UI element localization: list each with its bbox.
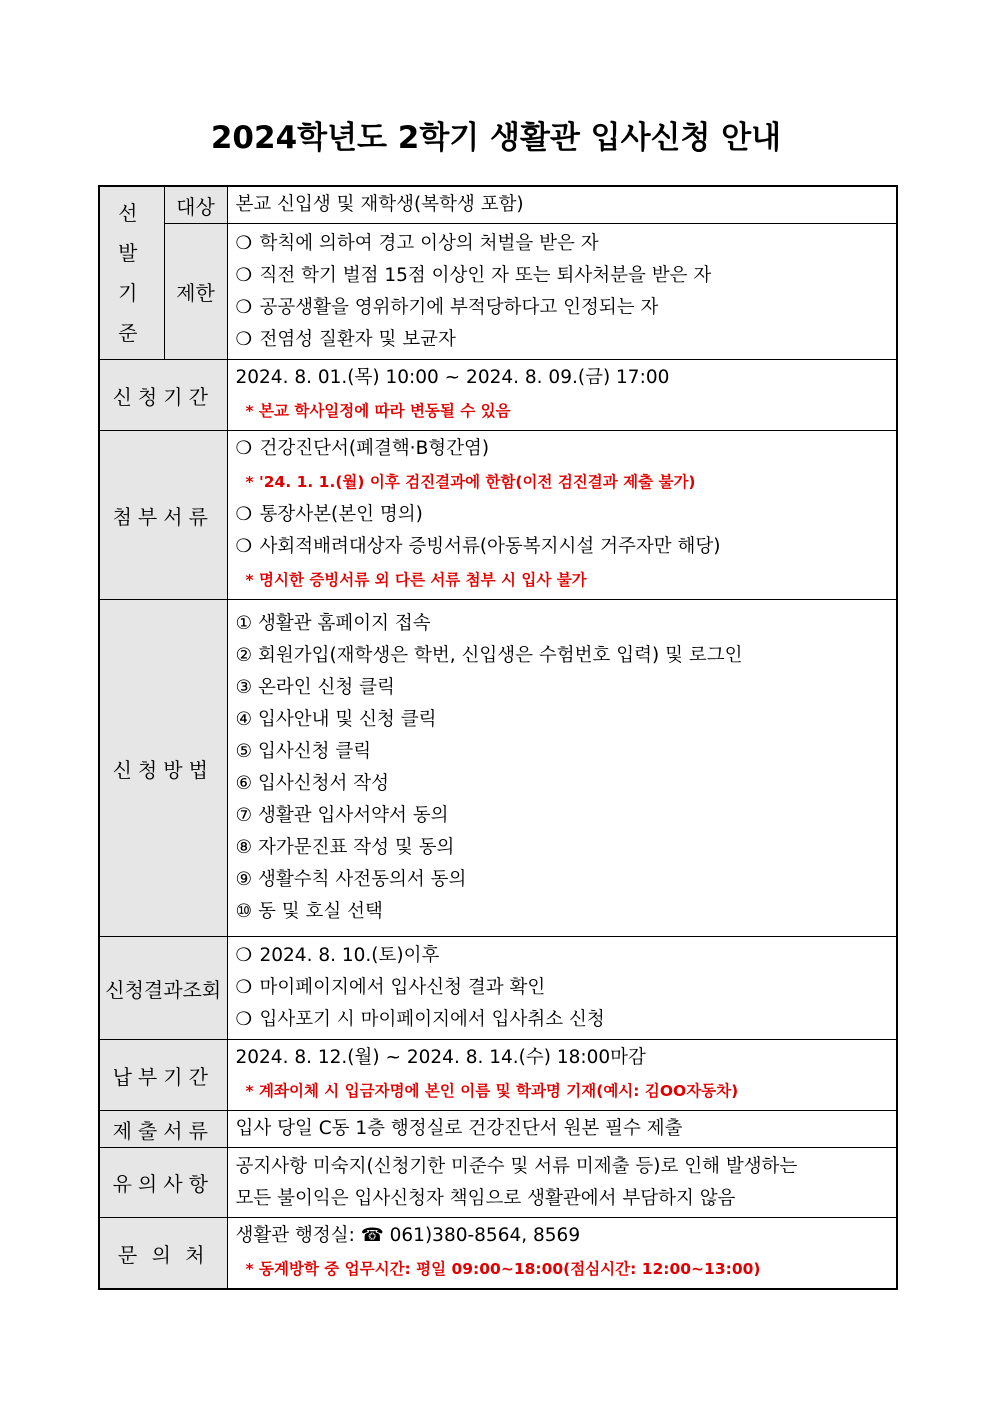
period-note: * 본교 학사일정에 따라 변동될 수 있음 xyxy=(245,402,511,420)
docs-note: * '24. 1. 1.(월) 이후 검진결과에 한함(이전 검진결과 제출 불가) xyxy=(245,473,696,491)
submit-label: 제출서류 xyxy=(99,1111,227,1148)
method-step: ③ 온라인 신청 클릭 xyxy=(235,677,395,698)
caution-value: 공지사항 미숙지(신청기한 미준수 및 서류 미제출 등)로 인해 발생하는 모든 불이익은 입사신청자 책임으로 생활관에서 부담하지 않음 xyxy=(227,1148,897,1218)
restrict-label: 제한 xyxy=(164,224,227,360)
method-step: ⑧ 자가문진표 작성 및 동의 xyxy=(235,837,455,858)
result-label: 신청결과조회 xyxy=(99,937,227,1040)
period-text: 2024. 8. 01.(목) 10:00 ~ 2024. 8. 09.(금) 17:00 xyxy=(235,367,670,388)
method-step: ① 생활관 홈페이지 접속 xyxy=(235,613,431,634)
target-label: 대상 xyxy=(164,186,227,224)
method-step: ⑩ 동 및 호실 선택 xyxy=(235,901,383,922)
result-value: ❍ 2024. 8. 10.(토)이후 ❍ 마이페이지에서 입사신청 결과 확인 ❍ 입사포기 시 마이페이지에서 입사취소 신청 xyxy=(227,937,897,1040)
method-step: ⑥ 입사신청서 작성 xyxy=(235,773,389,794)
list-item: ❍ 직전 학기 벌점 15점 이상인 자 또는 퇴사처분을 받은 자 xyxy=(235,264,712,286)
docs-note: * 명시한 증빙서류 외 다른 서류 첨부 시 입사 불가 xyxy=(245,571,587,589)
list-item: ❍ 전염성 질환자 및 보균자 xyxy=(235,328,456,350)
period-label: 신청기간 xyxy=(99,360,227,431)
payment-note: * 계좌이체 시 입금자명에 본인 이름 및 학과명 기재(예시: 김OO자동차) xyxy=(245,1082,739,1100)
method-steps xyxy=(227,600,897,937)
page-title: 2024학년도 2학기 생활관 입사신청 안내 xyxy=(210,120,782,156)
method-step: ④ 입사안내 및 신청 클릭 xyxy=(235,709,437,730)
list-item: ❍ 공공생활을 영위하기에 부적당하다고 인정되는 자 xyxy=(235,296,659,318)
method-step: ② 회원가입(재학생은 학번, 신입생은 수험번호 입력) 및 로그인 xyxy=(235,645,743,666)
method-step: ⑦ 생활관 입사서약서 동의 xyxy=(235,805,449,826)
caution-label: 유의사항 xyxy=(99,1148,227,1218)
contact-label: 문 의 처 xyxy=(99,1218,227,1290)
contact-value: 생활관 행정실: ☎ 061)380-8564, 8569 * 동계방학 중 업무시간: 평일 09:00~18:00(점심시간: 12:00~13:00) xyxy=(227,1218,897,1290)
payment-value: 2024. 8. 12.(월) ~ 2024. 8. 14.(수) 18:00마감 * 계좌이체 시 입금자명에 본인 이름 및 학과명 기재(예시: 김OO자동차) xyxy=(227,1040,897,1111)
selection-label: 선 발 기 준 xyxy=(99,186,164,360)
restrictions xyxy=(227,224,897,360)
docs-value: ❍ 건강진단서(폐결핵·B형간염) * '24. 1. 1.(월) 이후 검진결과에 한함(이전 검진결과 제출 불가) ❍ 통장사본(본인 명의) ❍ 사회적배려대상자 증빙서류(아동복지시설 거주자만 해당) * 명시한 증빙서류 외 다른 서류 첨부 시 입사 불가 xyxy=(227,431,897,600)
method-step: ⑨ 생활수칙 사전동의서 동의 xyxy=(235,869,467,890)
contact-note: * 동계방학 중 업무시간: 평일 09:00~18:00(점심시간: 12:00~13:00) xyxy=(245,1260,761,1278)
target-value: 본교 신입생 및 재학생(복학생 포함) xyxy=(227,186,897,224)
submit-value: 입사 당일 C동 1층 행정실로 건강진단서 원본 필수 제출 xyxy=(227,1111,897,1148)
method-step: ⑤ 입사신청 클릭 xyxy=(235,741,372,762)
list-item: ❍ 학칙에 의하여 경고 이상의 처벌을 받은 자 xyxy=(235,232,599,254)
method-label: 신청방법 xyxy=(99,600,227,937)
payment-label: 납부기간 xyxy=(99,1040,227,1111)
period-value xyxy=(227,360,897,431)
docs-label: 첨부서류 xyxy=(99,431,227,600)
info-table xyxy=(98,185,898,1290)
